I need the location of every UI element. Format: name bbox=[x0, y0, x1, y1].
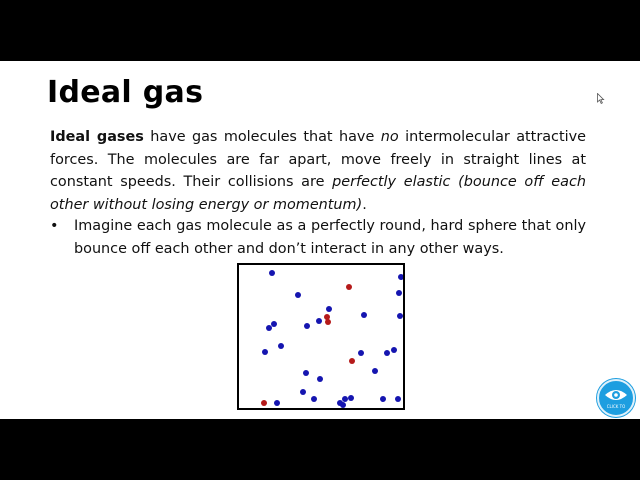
blue-molecule bbox=[398, 274, 403, 280]
blue-molecule bbox=[304, 323, 310, 329]
blue-molecule bbox=[397, 313, 403, 319]
gas-simulation-box bbox=[237, 263, 405, 410]
slide-title: Ideal gas bbox=[47, 75, 204, 110]
bullet-text: Imagine each gas molecule as a perfectly round, hard sphere that only bounce off each other and don’t interact in any other ways. bbox=[74, 218, 586, 257]
paragraph-text-2: intermolecular attractive forces. The molecules are far apart, move freely in straight lines at constant speeds. Their collisions are bbox=[50, 129, 586, 190]
red-molecule bbox=[349, 358, 355, 364]
bold-lead: Ideal gases bbox=[50, 129, 144, 145]
emphasis-elastic: perfectly elastic (bounce off each other without losing energy or momentum) bbox=[50, 174, 586, 213]
blue-molecule bbox=[372, 368, 378, 374]
blue-molecule bbox=[391, 347, 397, 353]
blue-molecule bbox=[269, 270, 275, 276]
blue-molecule bbox=[358, 350, 364, 356]
watch-badge-button[interactable] bbox=[597, 379, 635, 417]
blue-molecule bbox=[303, 370, 309, 376]
blue-molecule bbox=[380, 396, 386, 402]
paragraph-text-1: have gas molecules that have bbox=[143, 129, 381, 145]
blue-molecule bbox=[316, 318, 322, 324]
eye-icon bbox=[604, 388, 628, 402]
intro-paragraph bbox=[50, 126, 586, 216]
blue-molecule bbox=[278, 343, 284, 349]
blue-molecule bbox=[348, 395, 354, 401]
blue-molecule bbox=[295, 292, 301, 298]
blue-molecule bbox=[395, 396, 401, 402]
emphasis-no: no bbox=[380, 129, 399, 145]
arrow-cursor-icon bbox=[597, 91, 605, 109]
blue-molecule bbox=[271, 321, 277, 327]
molecule-canvas bbox=[239, 265, 403, 408]
blue-molecule bbox=[262, 349, 268, 355]
blue-molecule bbox=[340, 402, 346, 408]
red-molecule bbox=[324, 314, 330, 320]
badge-label: CLICK TO bbox=[606, 404, 626, 409]
blue-molecule bbox=[326, 306, 332, 312]
blue-molecule bbox=[396, 290, 402, 296]
blue-molecule bbox=[274, 400, 280, 406]
letterbox-bottom bbox=[0, 419, 640, 480]
red-molecule bbox=[346, 284, 352, 290]
blue-molecule bbox=[266, 325, 272, 331]
red-molecule bbox=[261, 400, 267, 406]
slide bbox=[0, 61, 640, 419]
bullet-marker: • bbox=[50, 218, 59, 234]
letterbox-top bbox=[0, 0, 640, 61]
bullet-item bbox=[50, 215, 586, 260]
blue-molecule bbox=[311, 396, 317, 402]
blue-molecule bbox=[317, 376, 323, 382]
blue-molecule bbox=[300, 389, 306, 395]
blue-molecule bbox=[384, 350, 390, 356]
red-molecule bbox=[325, 319, 331, 325]
blue-molecule bbox=[361, 312, 367, 318]
paragraph-text-3: . bbox=[362, 196, 367, 213]
blue-molecule bbox=[342, 396, 348, 402]
